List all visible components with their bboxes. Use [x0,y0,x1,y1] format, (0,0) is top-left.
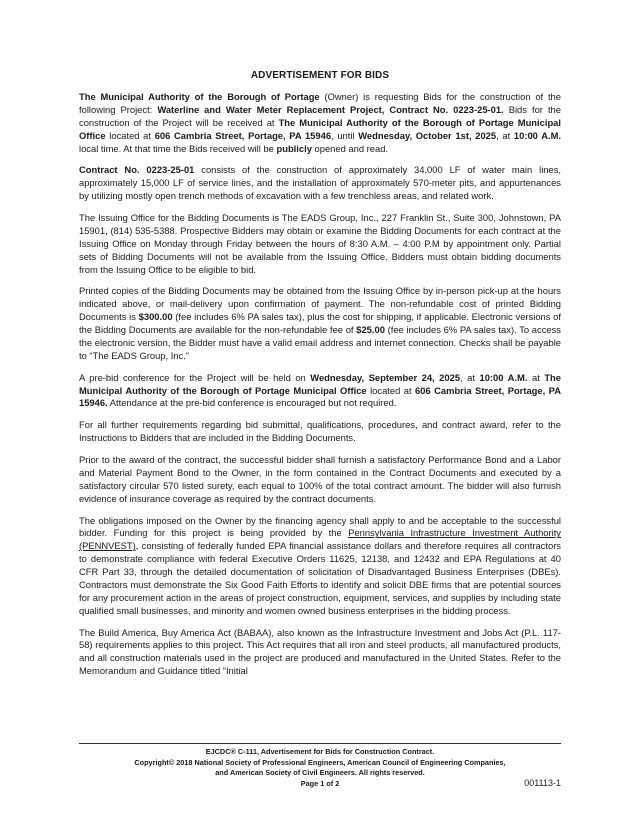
publicly-emphasis: publicly [276,142,312,154]
prebid-date: Wednesday, September 24, 2025 [310,371,461,383]
text-segment: , until [331,129,359,141]
text-segment: Attendance at the pre-bid conference is encouraged but not required. [107,397,397,409]
text-segment: , at [496,129,514,141]
printed-cost: $300.00 [138,311,173,323]
paragraph-issuing-office: The Issuing Office for the Bidding Documents is The EADS Group, Inc., 227 Franklin St., Suite 300, Johnstown, PA 15901, (814) 535-5388. Prospective Bidders may obtain or examine the Bidding Documents for each contract at the Issuing Office on Monday through Friday between the hours of 8:30 A.M. – 4:00 P.M by appointment only. Partial sets of Bidding Documents will not be available from the Issuing Office. Bidders must obtain bidding documents from the Issuing Office to be eligible to bid. [79,212,561,275]
electronic-cost: $25.00 [356,324,385,335]
text-segment: A pre-bid conference for the Project will be held on [79,371,311,383]
footer-line-2: Copyright© 2018 National Society of Professional Engineers, American Council of Engineering Companies, [134,757,506,767]
footer-line-1: EJCDC® C-111, Advertisement for Bids for Construction Contract. [205,747,435,756]
prebid-office: The Municipal Authority of the Borough of Portage Municipal Office [79,371,561,396]
text-segment: at [527,371,545,383]
paragraph-further-requirements: For all further requirements regarding bid submittal, qualifications, procedures, and contract award, refer to the Instructions to Bidders that are included in the Bidding Documents. [79,419,561,444]
text-segment: local time. At that time the Bids received will be [79,142,277,154]
text-segment: located at [366,384,416,396]
text-segment: (fee includes 6% PA sales tax). To access the electronic version, the Bidder must have a valid email address and internet connection. Checks shall be payable to “The EADS Group, Inc.” [79,324,561,361]
page-number: Page 1 of 2 [300,778,340,788]
paragraph-printed-copies [79,285,561,362]
paragraph-bid-request [79,91,561,155]
project-name: Waterline and Water Meter Replacement Project, Contract No. 0223-25-01. [157,103,504,115]
paragraph-bonds: Prior to the award of the contract, the successful bidder shall furnish a satisfactory Performance Bond and a Labor and Material Payment Bond to the Owner, in the form contained in the Contract Documents and executed by a satisfactory circular 570 listed surety, each equal to 100% of the total contract amount. The bidder will also furnish evidence of insurance coverage as required by the contract documents. [79,454,561,504]
bid-time: 10:00 A.M. [513,129,562,141]
office-address: 606 Cambria Street, Portage, PA 15946 [154,129,332,141]
prebid-time: 10:00 A.M. [479,371,528,383]
document-number: 001113-1 [524,778,561,788]
bid-date: Wednesday, October 1st, 2025 [358,129,497,141]
office-name: The Municipal Authority of the Borough of Portage Municipal Office [79,116,561,141]
text-segment: consists of the construction of approximately 34,000 LF of water main lines, approximately 15,000 LF of service lines, and the installation of approximately 570-meter pits, and appurtenances by utilizing mostly open trench methods of excavation with a few trenchless areas, and related work. [79,164,561,202]
paragraph-financing [79,515,561,618]
text-segment: (fee includes 6% PA sales tax), plus the cost for shipping, if applicable. Electronic versions of the Bidding Documents are available for the non-refundable fee of [79,311,561,335]
text-segment: opened and read. [311,142,389,154]
paragraph-contract-scope [79,164,561,203]
prebid-address: 606 Cambria Street, Portage, PA 15946. [79,384,561,409]
text-segment: Printed copies of the Bidding Documents may be obtained from the Issuing Office by in-person pick-up at the hours indicated above, or mail-delivery upon confirmation of payment. The non-refundable cost of printed Bidding Documents is [79,285,561,323]
text-segment: The obligations imposed on the Owner by the financing agency shall apply to and be acceptable to the successful bidder. Funding for this project is being provided by the [79,514,561,539]
contract-number: Contract No. 0223-25-01 [79,164,195,176]
paragraph-prebid-conference [79,372,561,411]
text-segment: (Owner) is requesting Bids for the construction of the following Project: [79,91,561,115]
footer-divider [79,743,561,744]
footer [79,747,561,789]
pennvest-link-text: Pennsylvania Infrastructure Investment Authority (PENNVEST) [79,527,561,552]
paragraph-babaa: The Build America, Buy America Act (BABAA), also known as the Infrastructure Investment and Jobs Act (P.L. 117-58) requirements applies to this project. This Act requires that all iron and steel products, all manufactured products, and all construction materials used in the project are produced and manufactured in the United States. Refer to the Memorandum and Guidance titled “Initial [79,626,561,677]
text-segment: located at [105,129,155,141]
footer-line-3: and American Society of Civil Engineers. All rights reserved. [215,768,425,778]
text-segment: Bids for the construction of the Project will be received at [79,103,561,128]
text-segment: , at [460,371,480,383]
owner-name: The Municipal Authority of the Borough of Portage [79,91,320,102]
document-title: ADVERTISEMENT FOR BIDS [250,70,390,81]
text-segment: , consisting of federally funded EPA financial assistance dollars and therefore requires all contractors to demonstrate compliance with federal Executive Orders 11625, 12138, and 12432 and EPA Regulations at 40 CFR Part 33, through the detailed documentation of solicitation of Disadvantaged Business Enterprises (DBEs). Contractors must demonstrate the Six Good Faith Efforts to identify and solicit DBE firms that are potential sources for any procurement action in the areas of project construction, equipment, services, and supplies by including state qualified small businesses, and minority and women owned business enterprises in the bidding process. [79,540,561,616]
